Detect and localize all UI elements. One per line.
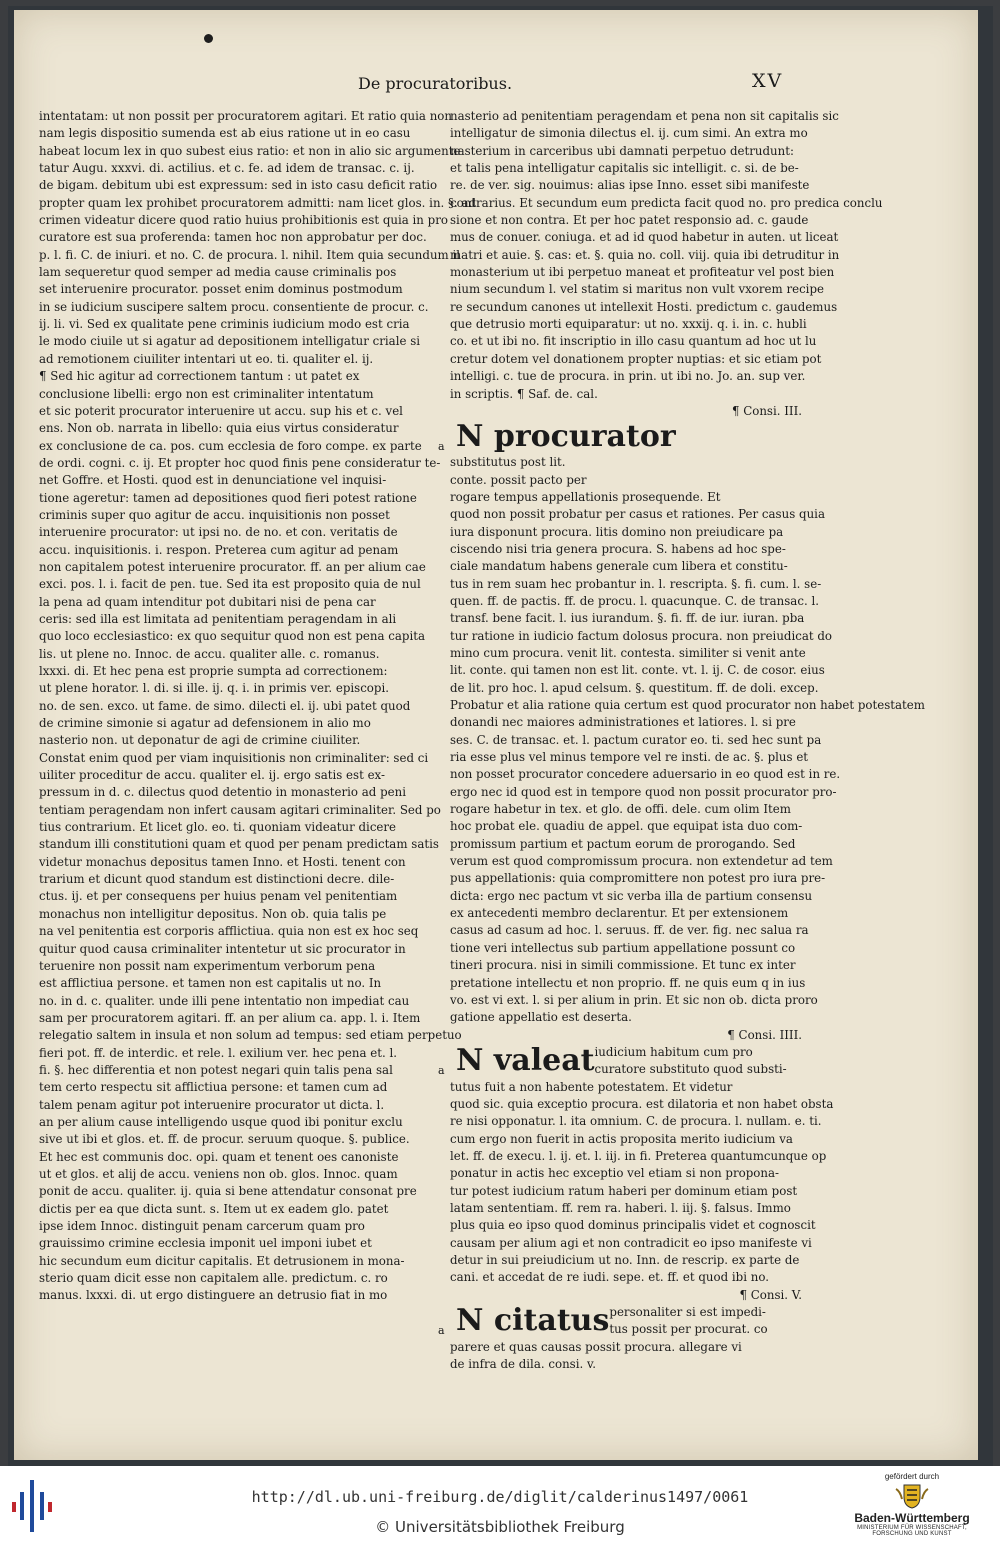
text-line: pressum in d. c. dilectus quod detentio in monasterio ad peni [39, 785, 407, 800]
text-line: non posset procurator concedere aduersario in eo quod est in re. [450, 767, 841, 782]
text-line: tius contrarium. Et licet glo. eo. ti. quoniam videatur dicere [39, 820, 397, 835]
text-line: tineri procura. nisi in simili commissione. Et tunc ex inter [450, 958, 796, 973]
text-line: promissum partium et pactum eorum de prorogando. Sed [450, 836, 796, 851]
text-line: quen. ff. de pactis. ff. de procu. l. quacunque. C. de transac. l. [450, 593, 819, 608]
text-line: intelligatur de simonia dilectus el. ij. cum simi. An extra mo [450, 126, 808, 141]
text-line: sione et non contra. Et per hoc patet responsio ad. c. gaude [450, 213, 809, 228]
text-line: iura disponunt procura. litis domino non preiudicare pa [450, 524, 784, 539]
text-line: le modo ciuile ut si agatur ad depositionem intelligatur criale si [39, 334, 421, 349]
text-line: ad remotionem ciuiliter intentari ut eo. ti. qualiter el. ij. [39, 351, 374, 366]
text-line: intelligi. c. tue de procura. in prin. ut ibi no. Jo. an. sup ver. [450, 369, 806, 384]
page-hole [204, 34, 213, 43]
text-line: no. de sen. exco. ut fame. de simo. dilecti el. ij. ubi patet quod [39, 698, 411, 713]
text-line: iudicium habitum cum pro [594, 1044, 753, 1059]
book-page [14, 10, 978, 1460]
text-line: rogare tempus appellationis prosequende. Et [450, 489, 721, 504]
text-line: causam per alium agi et non contradicit eo ipso manifeste vi [450, 1235, 812, 1250]
text-line: sterio quam dicit esse non capitalem alle. predictum. c. ro [39, 1271, 388, 1286]
text-line: conclusione libelli: ergo non est criminaliter intentatum [39, 386, 374, 401]
text-line: mino cum procura. venit lit. contesta. similiter si venit ante [450, 645, 806, 660]
text-line: criminis super quo agitur de accu. inquisitionis non posset [39, 507, 390, 522]
text-line: monachus non intelligitur depositus. Non ob. quia talis pe [39, 906, 387, 921]
text-line: p. l. fi. C. de iniuri. et no. C. de procura. l. nihil. Item quia secundum il [39, 247, 461, 262]
text-line: sam per procuratorem agitari. ff. an per alium ca. app. l. i. Item [39, 1010, 421, 1025]
initial-block [438, 1042, 810, 1079]
text-line: no. in d. c. qualiter. unde illi pene intentatio non impediat cau [39, 993, 410, 1008]
text-line: tem certo respectu sit afflictiua persone: et tamen cum ad [39, 1080, 388, 1095]
text-line: tus in rem suam hec probantur in. l. rescripta. §. fi. cum. l. se- [450, 576, 822, 591]
initial-block [438, 419, 810, 489]
permalink-url[interactable]: http://dl.ub.uni-freiburg.de/diglit/calderinus1497/0061 [251, 1488, 749, 1506]
text-line: curatore est sua proferenda: tamen hoc non approbatur per doc. [39, 230, 427, 245]
text-line: lit. conte. qui tamen non est lit. conte. vt. l. ij. C. de cosor. eius [450, 663, 825, 678]
text-line: transf. bene facit. l. ius iurandum. §. fi. ff. de iur. iuran. pba [450, 611, 805, 626]
text-line: la pena ad quam intenditur pot dubitari nisi de pena car [39, 594, 376, 609]
text-line: let. ff. de execu. l. ij. et. l. iij. in fi. Preterea quantumcunque op [450, 1148, 827, 1163]
text-line: cretur dotem vel donationem propter nuptias: et sic etiam pot [450, 351, 822, 366]
text-line: tione veri intellectus sub partium appellatione possunt co [450, 940, 796, 955]
text-line: na vel penitentia est corporis afflictiua. quia non est ex hoc seq [39, 924, 419, 939]
section-heading: ¶ Consi. V. [739, 1287, 802, 1302]
text-line: latam sententiam. ff. rem ra. haberi. l. iij. §. falsus. Immo [450, 1200, 791, 1215]
text-line: curatore substituto quod substi- [594, 1062, 787, 1077]
text-line: ergo nec id quod est in tempore quod non possit procurator pro- [450, 784, 837, 799]
text-line: fi. §. hec differentia et non potest negari quin talis pena sal [39, 1062, 393, 1077]
text-line: re. de ver. sig. nouimus: alias ipse Inno. esset sibi manifeste [450, 178, 810, 193]
text-line: Et hec est communis doc. opi. quam et tenent oes canoniste [39, 1149, 399, 1164]
text-line: cum ergo non fuerit in actis proposita merito iudicium va [450, 1131, 793, 1146]
text-line: tione ageretur: tamen ad depositiones quod fieri potest ratione [39, 490, 417, 505]
text-line: in scriptis. ¶ Saf. de. cal. [450, 386, 598, 401]
text-line: pus appellationis: quia compromittere non potest pro iura pre- [450, 871, 826, 886]
text-line: ut plene horator. l. di. si ille. ij. q. i. in primis ver. episcopi. [39, 681, 389, 696]
text-line: ut et glos. et alij de accu. veniens non ob. glos. Innoc. quam [39, 1166, 398, 1181]
text-line: an per alium cause intelligendo usque quod ibi ponitur exclu [39, 1114, 403, 1129]
text-line: de bigam. debitum ubi est expressum: sed in isto casu deficit ratio [39, 178, 438, 193]
text-line: co. et ut ibi no. fit inscriptio in illo casu quantum ad hoc ut lu [450, 334, 817, 349]
text-line: fieri pot. ff. de interdic. et rele. l. exilium ver. hec pena et. l. [39, 1045, 398, 1060]
initial-word: N valeat [456, 1042, 595, 1078]
text-line: hic secundum eum dicitur capitalis. Et detrusionem in mona- [39, 1253, 405, 1268]
marginal-letter: a [438, 1063, 445, 1077]
text-line: quitur quod causa criminaliter intentetur ut sic procurator in [39, 941, 406, 956]
text-line: lam sequeretur quod semper ad media cause criminalis pos [39, 265, 397, 280]
text-line: quo loco ecclesiastico: ex quo sequitur quod non est pena capita [39, 629, 425, 644]
text-line: personaliter si est impedi- [609, 1305, 766, 1320]
text-line: ponatur in actis hec exceptio vel etiam si non propona- [450, 1166, 779, 1181]
text-line: ponit de accu. qualiter. ij. quia si bene attendatur consonat pre [39, 1184, 417, 1199]
section-heading: ¶ Consi. III. [731, 403, 802, 418]
text-line: accu. inquisitionis. i. respon. Preterea cum agitur ad penam [39, 542, 399, 557]
text-line: tentiam peragendam non infert causam agitari criminaliter. Sed po [39, 802, 441, 817]
text-line: habeat locum lex in quo subest eius ratio: et non in alio sic argumente [39, 143, 461, 158]
folio-number: XV [752, 70, 784, 92]
left-column [39, 108, 477, 1305]
text-line: tatur Augu. xxxvi. di. actilius. et c. fe. ad idem de transac. c. ij. [39, 161, 415, 176]
text-line: dictis per ea que dicta sunt. s. Item ut ex eadem glo. patet [39, 1201, 389, 1216]
copyright-notice: © Universitätsbibliothek Freiburg [375, 1518, 625, 1536]
text-line: dicta: ergo nec pactum vt sic verba illa de partium consensu [450, 888, 813, 903]
text-line: matri et auie. §. cas: et. §. quia no. coll. viij. quia ibi detruditur in [450, 247, 840, 262]
text-line: grauissimo crimine ecclesia imponit uel imponi iubet et [39, 1236, 372, 1251]
text-line: nasterium in carceribus ubi damnati perpetuo detrudunt: [450, 143, 794, 158]
marginal-letter: a [438, 1324, 445, 1338]
text-line: trarium et dicunt quod standum est distinctioni decre. dile- [39, 872, 395, 887]
text-line: in se iudicium suscipere saltem procu. consentiente de procur. c. [39, 299, 429, 314]
text-line: que detrusio morti equiparatur: ut no. xxxij. q. i. in. c. hubli [450, 317, 807, 332]
text-line: quod non possit probatur per casus et rationes. Per casus quia [450, 507, 825, 522]
text-line: vo. est vi ext. l. si per alium in prin. Et sic non ob. dicta proro [450, 992, 818, 1007]
initial-word: N procurator [456, 419, 676, 455]
initial-side-text [450, 454, 587, 489]
text-line: pretatione intellectu et non proprio. ff. ne quis eum q in ius [450, 975, 806, 990]
sponsor-label: gefördert durch [884, 1472, 940, 1481]
text-line: nam legis dispositio sumenda est ab eius ratione ut in eo casu [39, 126, 411, 141]
text-line: rogare habetur in tex. et glo. de offi. dele. cum olim Item [450, 802, 791, 817]
text-line: ciale mandatum habens generale cum libera et constitu- [450, 559, 788, 574]
text-line: teruenire non possit nam experimentum verborum pena [39, 958, 376, 973]
text-line: ceris: sed illa est limitata ad penitentiam peragendam in ali [39, 611, 397, 626]
initial-word: N citatus [456, 1303, 610, 1339]
text-line: interuenire procurator: ut ipsi no. de no. et con. veritatis de [39, 525, 398, 540]
marginal-letter: a [438, 440, 445, 454]
footer-bar [0, 1466, 1000, 1544]
text-line: plus quia eo ipso quod dominus principalis videt et cognoscit [450, 1218, 816, 1233]
sponsor-block[interactable] [842, 1472, 982, 1537]
text-line: ex antecedenti membro declarentur. Et per extensionem [450, 906, 789, 921]
text-line: videtur monachus depositus tamen Inno. et Hosti. tenent con [39, 854, 406, 869]
text-line: uiliter proceditur de accu. qualiter el. ij. ergo satis est ex- [39, 768, 385, 783]
bw-coat-of-arms-icon [892, 1483, 932, 1509]
text-line: manus. lxxxi. di. ut ergo distinguere an detrusio fiat in mo [39, 1288, 388, 1303]
text-line: quod sic. quia exceptio procura. est dilatoria et non habet obsta [450, 1096, 834, 1111]
text-line: ¶ Sed hic agitur ad correctionem tantum : ut patet ex [39, 369, 360, 384]
text-line: lxxxi. di. Et hec pena est proprie sumpta ad correctionem: [39, 664, 388, 678]
section-heading: ¶ Consi. IIII. [727, 1027, 802, 1042]
text-line: est afflictiua persone. et tamen non est capitalis ut no. In [39, 976, 382, 991]
text-line: tus possit per procurat. co [609, 1322, 768, 1337]
text-line: ctus. ij. et per consequens per huius penam vel penitentiam [39, 889, 398, 904]
text-line: talem penam agitur pot interuenire procurator ut dicta. l. [39, 1097, 385, 1112]
text-line: substitutus post lit. [450, 455, 566, 470]
text-line: tur ratione in iudicio factum dolosus procura. non preiudicat do [450, 628, 833, 643]
sponsor-name: Baden-Württemberg [854, 1511, 970, 1525]
text-line: hoc probat ele. quadiu de appel. que equipat ista duo com- [450, 819, 803, 834]
text-line: intentatam: ut non possit per procuratorem agitari. Et ratio quia non [39, 109, 452, 123]
text-line: de ordi. cogni. c. ij. Et propter hoc quod finis pene consideratur te- [39, 455, 441, 470]
text-line: ij. li. vi. Sed ex qualitate pene criminis iudicium modo est cria [39, 317, 410, 332]
text-line: nasterio non. ut deponatur de agi de crimine ciuiliter. [39, 733, 361, 748]
text-line: tur potest iudicium ratum haberi per dominum etiam post [450, 1183, 798, 1198]
text-line: non capitalem potest interuenire procurator. ff. an per alium cae [39, 559, 426, 574]
text-line: Constat enim quod per viam inquisitionis non criminaliter: sed ci [39, 750, 429, 765]
text-line: set interuenire procurator. posset enim dominus postmodum [39, 282, 403, 297]
initial-side-text [609, 1304, 767, 1339]
initial-side-text [595, 1044, 787, 1079]
text-line: mus de conuer. coniuga. et ad id quod habetur in auten. ut liceat [450, 230, 839, 245]
text-line: net Goffre. et Hosti. quod est in denunciatione vel inquisi- [39, 473, 387, 488]
text-line: ria esse plus vel minus tempore vel re insti. de ac. §. plus et [450, 750, 809, 765]
text-line: ciscendo nisi tria genera procura. S. habens ad hoc spe- [450, 541, 786, 556]
text-line: ex conclusione de ca. pos. cum ecclesia de foro compe. ex parte [39, 438, 422, 453]
text-line: re nisi opponatur. l. ita omnium. C. de procura. l. nullam. e. ti. [450, 1114, 822, 1129]
text-line: exci. pos. l. i. facit de pen. tue. Sed ita est proposito quia de nul [39, 577, 421, 592]
running-head: De procuratoribus. [358, 74, 513, 93]
text-line: relegatio saltem in insula et non solum ad tempus: sed etiam perpetuo [39, 1028, 462, 1043]
right-column [438, 108, 925, 1373]
text-line: sive ut ibi et glos. et. ff. de procur. seruum quoque. §. publice. [39, 1132, 410, 1147]
text-line: de crimine simonie si agatur ad defensionem in alio mo [39, 716, 371, 731]
initial-block [438, 1303, 810, 1339]
text-line: gatione appellatio est deserta. [450, 1010, 632, 1025]
text-line: et talis pena intelligatur capitalis sic intelligit. c. si. de be- [450, 161, 799, 176]
text-line: ens. Non ob. narrata in libello: quia eius virtus consideratur [39, 421, 399, 436]
text-line: nasterio ad penitentiam peragendam et pena non sit capitalis sic [450, 109, 839, 123]
text-line: conte. possit pacto per [450, 472, 587, 487]
text-line: monasterium ut ibi perpetuo maneat et profiteatur vel post bien [450, 265, 835, 280]
text-line: de infra de dila. consi. v. [450, 1357, 597, 1372]
text-line: crimen videatur dicere quod ratio huius prohibitionis est quia in pro [39, 213, 448, 228]
text-line: parere et quas causas possit procura. allegare vi [450, 1339, 742, 1354]
text-line: detur in sui preiudicium ut no. Inn. de rescrip. ex parte de [450, 1253, 800, 1267]
text-line: ipse idem Innoc. distinguit penam carcerum quam pro [39, 1219, 365, 1233]
text-line: nium secundum l. vel statim si maritus non vult vxorem recipe [450, 282, 824, 297]
text-line: donandi nec maiores administrationes et latiores. l. si pre [450, 715, 796, 730]
text-line: tutus fuit a non habente potestatem. Et videtur [450, 1079, 733, 1094]
text-line: contrarius. Et secundum eum predicta facit quod no. pro predica conclu [450, 195, 883, 210]
text-line: lis. ut plene no. Innoc. de accu. qualiter alle. c. romanus. [39, 646, 380, 661]
text-line: Probatur et alia ratione quia certum est quod procurator non habet potestatem [450, 698, 925, 712]
text-line: casus ad casum ad hoc. l. seruus. ff. de ver. fig. nec salua ra [450, 923, 809, 938]
sponsor-ministry: MINISTERIUM FÜR WISSENSCHAFT, FORSCHUNG UND KUNST [857, 1525, 967, 1537]
text-line: et sic poterit procurator interuenire ut accu. sup his et c. vel [39, 403, 403, 418]
text-line: propter quam lex prohibet procuratorem admitti: nam licet glos. in. §. ad [39, 195, 477, 210]
text-line: de lit. pro hoc. l. apud celsum. §. questitum. ff. de doli. excep. [450, 680, 819, 695]
text-line: cani. et accedat de re iudi. sepe. et. ff. et quod ibi no. [450, 1270, 769, 1285]
text-line: standum illi constitutioni quam et quod per penam predictam satis [39, 837, 439, 852]
text-line: ses. C. de transac. et. l. pactum curator eo. ti. sed hec sunt pa [450, 732, 822, 747]
text-line: re secundum canones ut intellexit Hosti. predictum c. gaudemus [450, 299, 838, 314]
text-line: verum est quod compromissum procura. non extendetur ad tem [450, 854, 833, 869]
